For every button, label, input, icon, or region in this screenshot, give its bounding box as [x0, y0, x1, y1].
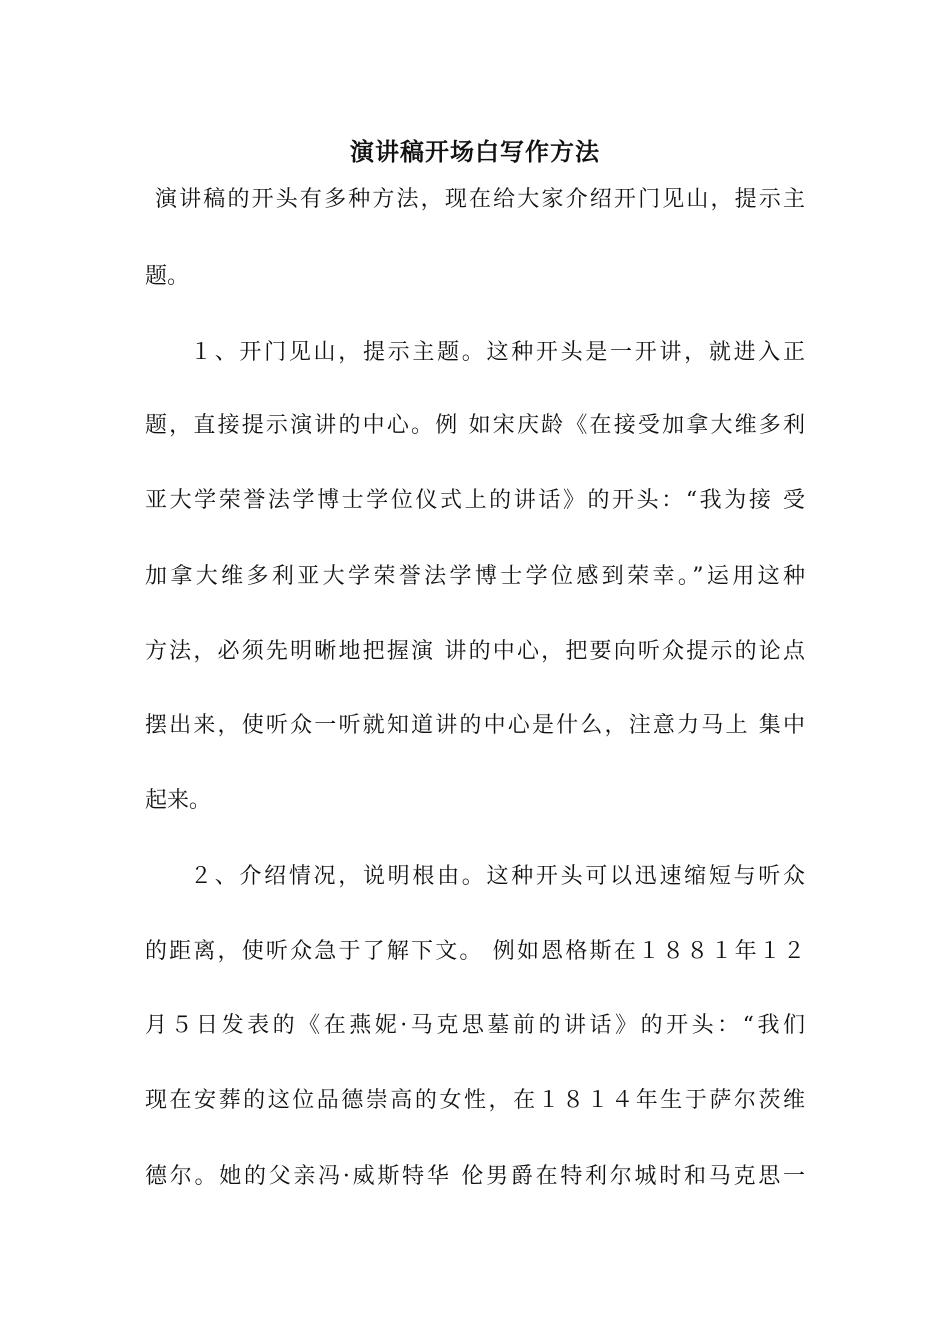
- paragraph-line: １、开门见山，提示主题。这种开头是一开讲，就进入正: [190, 340, 805, 365]
- paragraph-line: 月５日发表的《在燕妮·马克思墓前的讲话》的开头：“我们: [145, 1013, 805, 1038]
- paragraph-line: 题，直接提示演讲的中心。例 如宋庆龄《在接受加拿大维多利: [145, 413, 805, 438]
- paragraph-line: ２、介绍情况，说明根由。这种开头可以迅速缩短与听众: [190, 864, 805, 889]
- document-title: 演讲稿开场白写作方法: [350, 137, 600, 166]
- paragraph-line: 摆出来，使听众一听就知道讲的中心是什么，注意力马上 集中: [145, 713, 805, 738]
- paragraph-line: 起来。: [145, 788, 212, 813]
- paragraph-line: 加拿大维多利亚大学荣誉法学博士学位感到荣幸。”运用这种: [145, 564, 805, 589]
- paragraph-line: 亚大学荣誉法学博士学位仪式上的讲话》的开头：“我为接 受: [145, 488, 805, 513]
- paragraph-line: 现在安葬的这位品德崇高的女性，在１８１４年生于萨尔茨维: [145, 1088, 805, 1113]
- paragraph-line: 方法，必须先明晰地把握演 讲的中心，把要向听众提示的论点: [145, 639, 805, 664]
- paragraph-line: 题。: [145, 264, 190, 289]
- paragraph-line: 的距离，使听众急于了解下文。 例如恩格斯在１８８１年１２: [145, 939, 805, 964]
- paragraph-line: 德尔。她的父亲冯·威斯特华 伦男爵在特利尔城时和马克思一: [145, 1164, 805, 1189]
- paragraph-line: 演讲稿的开头有多种方法，现在给大家介绍开门见山，提示主: [155, 187, 805, 212]
